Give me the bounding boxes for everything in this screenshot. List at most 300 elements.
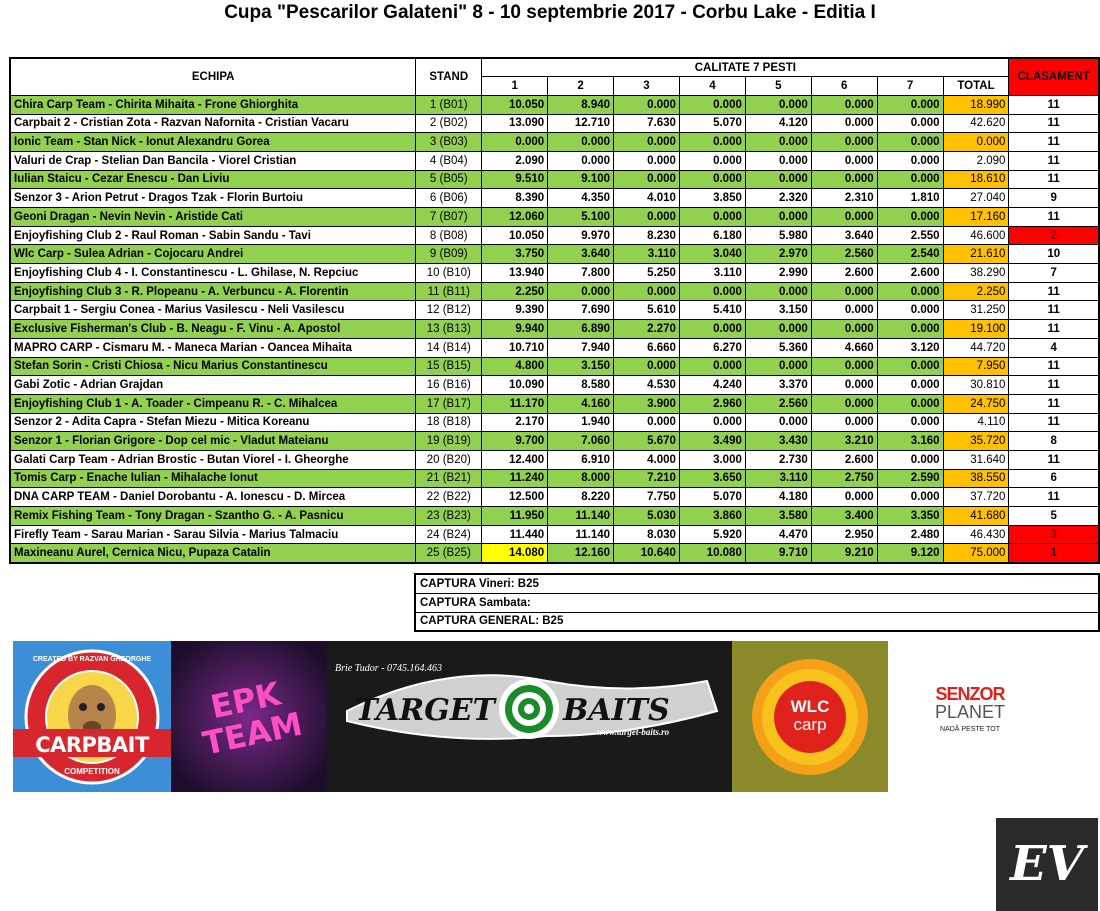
fish-weight-cell: 0.000 bbox=[877, 170, 943, 189]
rank-cell: 11 bbox=[1009, 357, 1099, 376]
stand-cell: 17 (B17) bbox=[416, 394, 482, 413]
team-cell: DNA CARP TEAM - Daniel Dorobantu - A. Ionescu - D. Mircea bbox=[10, 488, 416, 507]
fish-weight-cell: 2.560 bbox=[745, 394, 811, 413]
fish-weight-cell: 1.940 bbox=[548, 413, 614, 432]
stand-cell: 20 (B20) bbox=[416, 450, 482, 469]
fish-weight-cell: 7.750 bbox=[614, 488, 680, 507]
total-cell: 37.720 bbox=[943, 488, 1009, 507]
fish-weight-cell: 0.000 bbox=[811, 208, 877, 227]
fish-weight-cell: 13.090 bbox=[482, 114, 548, 133]
fish-weight-cell: 0.000 bbox=[745, 413, 811, 432]
fish-weight-cell: 2.560 bbox=[811, 245, 877, 264]
table-row bbox=[10, 95, 1099, 114]
fish-weight-cell: 5.070 bbox=[679, 488, 745, 507]
epk-team-logo bbox=[171, 641, 327, 792]
fish-weight-cell: 9.210 bbox=[811, 544, 877, 563]
fish-weight-cell: 0.000 bbox=[877, 376, 943, 395]
stand-cell: 10 (B10) bbox=[416, 264, 482, 283]
fish-weight-cell: 0.000 bbox=[811, 320, 877, 339]
fish-weight-cell: 0.000 bbox=[877, 320, 943, 339]
captura-vineri: CAPTURA Vineri: B25 bbox=[415, 574, 1099, 593]
fish-weight-cell: 7.210 bbox=[614, 469, 680, 488]
table-row bbox=[10, 469, 1099, 488]
fish-weight-cell: 0.000 bbox=[811, 114, 877, 133]
fish-weight-cell: 4.470 bbox=[745, 525, 811, 544]
total-cell: 2.250 bbox=[943, 282, 1009, 301]
team-cell: Remix Fishing Team - Tony Dragan - Szantho G. - A. Pasnicu bbox=[10, 507, 416, 526]
stand-cell: 7 (B07) bbox=[416, 208, 482, 227]
rank-cell: 10 bbox=[1009, 245, 1099, 264]
fish-weight-cell: 3.860 bbox=[679, 507, 745, 526]
fish-weight-cell: 8.390 bbox=[482, 189, 548, 208]
wlc-bottom-text: carp bbox=[793, 715, 827, 734]
fish-weight-cell: 9.510 bbox=[482, 170, 548, 189]
rank-cell: 1 bbox=[1009, 544, 1099, 563]
fish-weight-cell: 2.590 bbox=[877, 469, 943, 488]
fish-weight-cell: 11.140 bbox=[548, 507, 614, 526]
fish-weight-cell: 2.090 bbox=[482, 151, 548, 170]
fish-weight-cell: 4.010 bbox=[614, 189, 680, 208]
fish-weight-cell: 3.640 bbox=[548, 245, 614, 264]
table-row bbox=[10, 394, 1099, 413]
fish-weight-cell: 12.400 bbox=[482, 450, 548, 469]
fish-weight-cell: 2.970 bbox=[745, 245, 811, 264]
fish-weight-cell: 0.000 bbox=[745, 320, 811, 339]
table-row bbox=[10, 525, 1099, 544]
fish-weight-cell: 0.000 bbox=[877, 488, 943, 507]
total-cell: 17.160 bbox=[943, 208, 1009, 227]
fish-weight-cell: 0.000 bbox=[614, 357, 680, 376]
rank-cell: 5 bbox=[1009, 507, 1099, 526]
fish-weight-cell: 0.000 bbox=[745, 208, 811, 227]
results-table bbox=[9, 57, 1100, 564]
fish-weight-cell: 0.000 bbox=[614, 208, 680, 227]
fish-weight-cell: 0.000 bbox=[745, 170, 811, 189]
fish-weight-cell: 2.730 bbox=[745, 450, 811, 469]
fish-weight-cell: 11.170 bbox=[482, 394, 548, 413]
fish-weight-cell: 0.000 bbox=[877, 282, 943, 301]
team-cell: Iulian Staicu - Cezar Enescu - Dan Liviu bbox=[10, 170, 416, 189]
fish-weight-cell: 0.000 bbox=[679, 170, 745, 189]
fish-weight-cell: 5.410 bbox=[679, 301, 745, 320]
fish-weight-cell: 7.800 bbox=[548, 264, 614, 283]
fish-weight-cell: 0.000 bbox=[614, 170, 680, 189]
fish-weight-cell: 0.000 bbox=[745, 282, 811, 301]
page-title: Cupa "Pescarilor Galateni" 8 - 10 septembrie 2017 - Corbu Lake - Editia I bbox=[224, 2, 876, 23]
total-cell: 4.110 bbox=[943, 413, 1009, 432]
fish-weight-cell: 0.000 bbox=[679, 133, 745, 152]
captura-sambata: CAPTURA Sambata: bbox=[415, 593, 1099, 612]
team-cell: Galati Carp Team - Adrian Brostic - Butan Viorel - I. Gheorghe bbox=[10, 450, 416, 469]
stand-cell: 1 (B01) bbox=[416, 95, 482, 114]
rank-cell: 11 bbox=[1009, 488, 1099, 507]
fish-weight-cell: 5.670 bbox=[614, 432, 680, 451]
fish-weight-cell: 3.110 bbox=[614, 245, 680, 264]
fish-weight-cell: 6.180 bbox=[679, 226, 745, 245]
table-row bbox=[10, 488, 1099, 507]
target-name-left: TARGET bbox=[355, 693, 495, 728]
fish-weight-cell: 5.360 bbox=[745, 338, 811, 357]
team-cell: Senzor 2 - Adita Capra - Stefan Miezu - Mitica Koreanu bbox=[10, 413, 416, 432]
team-cell: Exclusive Fisherman's Club - B. Neagu - F. Vinu - A. Apostol bbox=[10, 320, 416, 339]
target-name-right: BAITS bbox=[563, 693, 670, 728]
table-row bbox=[10, 507, 1099, 526]
stand-cell: 18 (B18) bbox=[416, 413, 482, 432]
fish-weight-cell: 1.810 bbox=[877, 189, 943, 208]
fish-weight-cell: 3.040 bbox=[679, 245, 745, 264]
fish-weight-cell: 4.180 bbox=[745, 488, 811, 507]
fish-weight-cell: 10.640 bbox=[614, 544, 680, 563]
table-row bbox=[10, 133, 1099, 152]
fish-weight-cell: 2.950 bbox=[811, 525, 877, 544]
fish-weight-cell: 0.000 bbox=[877, 151, 943, 170]
fish-weight-cell: 0.000 bbox=[614, 413, 680, 432]
fish-weight-cell: 2.990 bbox=[745, 264, 811, 283]
stand-cell: 22 (B22) bbox=[416, 488, 482, 507]
fish-weight-cell: 0.000 bbox=[679, 208, 745, 227]
rank-cell: 11 bbox=[1009, 133, 1099, 152]
total-cell: 35.720 bbox=[943, 432, 1009, 451]
team-cell: Firefly Team - Sarau Marian - Sarau Silvia - Marius Talmaciu bbox=[10, 525, 416, 544]
fish-weight-cell: 0.000 bbox=[811, 133, 877, 152]
team-cell: Maxineanu Aurel, Cernica Nicu, Pupaza Catalin bbox=[10, 544, 416, 563]
fish-weight-cell: 11.950 bbox=[482, 507, 548, 526]
ev-logo bbox=[996, 818, 1098, 911]
team-cell: Tomis Carp - Enache Iulian - Mihalache Ionut bbox=[10, 469, 416, 488]
total-cell: 38.550 bbox=[943, 469, 1009, 488]
fish-weight-cell: 6.660 bbox=[614, 338, 680, 357]
fish-weight-cell: 8.000 bbox=[548, 469, 614, 488]
table-row bbox=[10, 544, 1099, 563]
fish-weight-cell: 3.160 bbox=[877, 432, 943, 451]
fish-weight-cell: 5.610 bbox=[614, 301, 680, 320]
fish-weight-cell: 0.000 bbox=[877, 114, 943, 133]
fish-weight-cell: 2.600 bbox=[877, 264, 943, 283]
fish-weight-cell: 3.150 bbox=[745, 301, 811, 320]
carpbait-logo bbox=[13, 641, 171, 792]
header-col-5: 5 bbox=[745, 77, 811, 96]
table-row bbox=[10, 432, 1099, 451]
fish-weight-cell: 3.650 bbox=[679, 469, 745, 488]
fish-weight-cell: 5.920 bbox=[679, 525, 745, 544]
header-col-2: 2 bbox=[548, 77, 614, 96]
fish-weight-cell: 0.000 bbox=[811, 376, 877, 395]
fish-weight-cell: 9.120 bbox=[877, 544, 943, 563]
table-row bbox=[10, 301, 1099, 320]
fish-weight-cell: 9.700 bbox=[482, 432, 548, 451]
fish-weight-cell: 6.270 bbox=[679, 338, 745, 357]
fish-weight-cell: 8.030 bbox=[614, 525, 680, 544]
fish-weight-cell: 3.490 bbox=[679, 432, 745, 451]
total-cell: 44.720 bbox=[943, 338, 1009, 357]
fish-weight-cell: 8.220 bbox=[548, 488, 614, 507]
fish-weight-cell: 3.850 bbox=[679, 189, 745, 208]
stand-cell: 11 (B11) bbox=[416, 282, 482, 301]
header-echipa: ECHIPA bbox=[10, 58, 416, 95]
fish-weight-cell: 7.940 bbox=[548, 338, 614, 357]
fish-weight-cell: 0.000 bbox=[877, 133, 943, 152]
total-cell: 75.000 bbox=[943, 544, 1009, 563]
stand-cell: 21 (B21) bbox=[416, 469, 482, 488]
total-cell: 0.000 bbox=[943, 133, 1009, 152]
fish-weight-cell: 2.310 bbox=[811, 189, 877, 208]
fish-weight-cell: 5.070 bbox=[679, 114, 745, 133]
rank-cell: 11 bbox=[1009, 282, 1099, 301]
fish-weight-cell: 9.710 bbox=[745, 544, 811, 563]
stand-cell: 15 (B15) bbox=[416, 357, 482, 376]
wlc-carp-logo bbox=[732, 641, 888, 792]
rank-cell: 9 bbox=[1009, 189, 1099, 208]
total-cell: 7.950 bbox=[943, 357, 1009, 376]
stand-cell: 4 (B04) bbox=[416, 151, 482, 170]
fish-weight-cell: 0.000 bbox=[548, 133, 614, 152]
fish-weight-cell: 10.050 bbox=[482, 95, 548, 114]
fish-weight-cell: 0.000 bbox=[811, 151, 877, 170]
fish-weight-cell: 0.000 bbox=[614, 95, 680, 114]
fish-weight-cell: 0.000 bbox=[482, 133, 548, 152]
fish-weight-cell: 5.030 bbox=[614, 507, 680, 526]
fish-weight-cell: 0.000 bbox=[745, 133, 811, 152]
stand-cell: 8 (B08) bbox=[416, 226, 482, 245]
fish-weight-cell: 2.270 bbox=[614, 320, 680, 339]
fish-weight-cell: 3.370 bbox=[745, 376, 811, 395]
header-calitate: CALITATE 7 PESTI bbox=[482, 58, 1009, 77]
rank-cell: 11 bbox=[1009, 208, 1099, 227]
header-col-1: 1 bbox=[482, 77, 548, 96]
fish-weight-cell: 2.480 bbox=[877, 525, 943, 544]
fish-weight-cell: 2.540 bbox=[877, 245, 943, 264]
team-cell: Valuri de Crap - Stelian Dan Bancila - Viorel Cristian bbox=[10, 151, 416, 170]
rank-cell: 8 bbox=[1009, 432, 1099, 451]
fish-weight-cell: 0.000 bbox=[811, 357, 877, 376]
team-cell: Carpbait 2 - Cristian Zota - Razvan Nafornita - Cristian Vacaru bbox=[10, 114, 416, 133]
team-cell: Chira Carp Team - Chirita Mihaita - Frone Ghiorghita bbox=[10, 95, 416, 114]
fish-weight-cell: 4.240 bbox=[679, 376, 745, 395]
fish-weight-cell: 7.690 bbox=[548, 301, 614, 320]
carpbait-ring-top: CREATED BY RAZVAN GHEORGHE bbox=[32, 656, 152, 663]
rank-cell: 7 bbox=[1009, 264, 1099, 283]
fish-weight-cell: 0.000 bbox=[877, 394, 943, 413]
fish-weight-cell: 0.000 bbox=[811, 301, 877, 320]
stand-cell: 23 (B23) bbox=[416, 507, 482, 526]
table-row bbox=[10, 413, 1099, 432]
epk-team-text: EPK TEAM bbox=[199, 674, 306, 763]
captura-table bbox=[414, 573, 1100, 632]
total-cell: 46.600 bbox=[943, 226, 1009, 245]
fish-weight-cell: 2.750 bbox=[811, 469, 877, 488]
table-row bbox=[10, 264, 1099, 283]
total-cell: 30.810 bbox=[943, 376, 1009, 395]
table-row bbox=[10, 320, 1099, 339]
rank-cell: 11 bbox=[1009, 413, 1099, 432]
table-row bbox=[10, 226, 1099, 245]
team-cell: Stefan Sorin - Cristi Chiosa - Nicu Marius Constantinescu bbox=[10, 357, 416, 376]
table-row bbox=[10, 170, 1099, 189]
header-col-7: 7 bbox=[877, 77, 943, 96]
table-row bbox=[10, 189, 1099, 208]
target-baits-logo bbox=[327, 641, 732, 792]
fish-weight-cell: 11.440 bbox=[482, 525, 548, 544]
target-url: www.target-baits.ro bbox=[597, 727, 670, 737]
team-cell: Senzor 3 - Arion Petrut - Dragos Tzak - Florin Burtoiu bbox=[10, 189, 416, 208]
fish-weight-cell: 0.000 bbox=[745, 95, 811, 114]
fish-weight-cell: 0.000 bbox=[811, 394, 877, 413]
ev-text: EV bbox=[1010, 836, 1084, 892]
team-cell: Geoni Dragan - Nevin Nevin - Aristide Cati bbox=[10, 208, 416, 227]
fish-weight-cell: 7.630 bbox=[614, 114, 680, 133]
fish-weight-cell: 2.960 bbox=[679, 394, 745, 413]
fish-weight-cell: 0.000 bbox=[679, 357, 745, 376]
fish-weight-cell: 8.230 bbox=[614, 226, 680, 245]
fish-weight-cell: 10.710 bbox=[482, 338, 548, 357]
fish-weight-cell: 5.100 bbox=[548, 208, 614, 227]
stand-cell: 3 (B03) bbox=[416, 133, 482, 152]
rank-cell: 3 bbox=[1009, 525, 1099, 544]
team-cell: Gabi Zotic - Adrian Grajdan bbox=[10, 376, 416, 395]
fish-weight-cell: 3.750 bbox=[482, 245, 548, 264]
header-col-3: 3 bbox=[614, 77, 680, 96]
fish-weight-cell: 7.060 bbox=[548, 432, 614, 451]
fish-weight-cell: 9.970 bbox=[548, 226, 614, 245]
fish-weight-cell: 0.000 bbox=[877, 413, 943, 432]
fish-weight-cell: 0.000 bbox=[811, 170, 877, 189]
fish-weight-cell: 0.000 bbox=[811, 95, 877, 114]
fish-weight-cell: 10.080 bbox=[679, 544, 745, 563]
fish-weight-cell: 2.600 bbox=[811, 264, 877, 283]
table-row bbox=[10, 208, 1099, 227]
fish-weight-cell: 3.900 bbox=[614, 394, 680, 413]
fish-weight-cell: 0.000 bbox=[614, 282, 680, 301]
fish-weight-cell: 0.000 bbox=[679, 282, 745, 301]
total-cell: 24.750 bbox=[943, 394, 1009, 413]
total-cell: 19.100 bbox=[943, 320, 1009, 339]
fish-weight-cell: 3.640 bbox=[811, 226, 877, 245]
team-cell: Wlc Carp - Sulea Adrian - Cojocaru Andrei bbox=[10, 245, 416, 264]
total-cell: 46.430 bbox=[943, 525, 1009, 544]
fish-weight-cell: 12.710 bbox=[548, 114, 614, 133]
table-row bbox=[10, 151, 1099, 170]
stand-cell: 25 (B25) bbox=[416, 544, 482, 563]
stand-cell: 24 (B24) bbox=[416, 525, 482, 544]
rank-cell: 11 bbox=[1009, 450, 1099, 469]
fish-weight-cell: 4.660 bbox=[811, 338, 877, 357]
fish-weight-cell: 4.530 bbox=[614, 376, 680, 395]
total-cell: 41.680 bbox=[943, 507, 1009, 526]
table-row bbox=[10, 282, 1099, 301]
fish-weight-cell: 8.940 bbox=[548, 95, 614, 114]
rank-cell: 2 bbox=[1009, 226, 1099, 245]
senzor-tagline: NADĂ PESTE TOT bbox=[939, 726, 1001, 733]
fish-weight-cell: 2.600 bbox=[811, 450, 877, 469]
rank-cell: 11 bbox=[1009, 394, 1099, 413]
fish-weight-cell: 5.250 bbox=[614, 264, 680, 283]
table-row bbox=[10, 245, 1099, 264]
team-cell: Enjoyfishing Club 3 - R. Plopeanu - A. Verbuncu - A. Florentin bbox=[10, 282, 416, 301]
fish-weight-cell: 0.000 bbox=[877, 301, 943, 320]
target-contact: Brie Tudor - 0745.164.463 bbox=[335, 663, 442, 674]
fish-weight-cell: 0.000 bbox=[614, 133, 680, 152]
header-col-4: 4 bbox=[679, 77, 745, 96]
fish-weight-cell: 0.000 bbox=[679, 413, 745, 432]
fish-weight-cell: 0.000 bbox=[877, 208, 943, 227]
fish-weight-cell: 4.800 bbox=[482, 357, 548, 376]
fish-weight-cell: 0.000 bbox=[679, 320, 745, 339]
header-clasament: CLASAMENT bbox=[1009, 58, 1099, 95]
fish-weight-cell: 9.100 bbox=[548, 170, 614, 189]
stand-cell: 16 (B16) bbox=[416, 376, 482, 395]
fish-weight-cell: 0.000 bbox=[811, 282, 877, 301]
carpbait-name: CARPBAIT bbox=[35, 733, 149, 757]
team-cell: Ionic Team - Stan Nick - Ionut Alexandru Gorea bbox=[10, 133, 416, 152]
stand-cell: 19 (B19) bbox=[416, 432, 482, 451]
table-row bbox=[10, 114, 1099, 133]
fish-weight-cell: 3.350 bbox=[877, 507, 943, 526]
stand-cell: 6 (B06) bbox=[416, 189, 482, 208]
team-cell: Carpbait 1 - Sergiu Conea - Marius Vasilescu - Neli Vasilescu bbox=[10, 301, 416, 320]
wlc-top-text: WLC bbox=[790, 697, 830, 716]
fish-weight-cell: 4.120 bbox=[745, 114, 811, 133]
fish-weight-cell: 0.000 bbox=[745, 151, 811, 170]
header-stand: STAND bbox=[416, 58, 482, 95]
fish-weight-cell: 10.050 bbox=[482, 226, 548, 245]
fish-weight-cell: 2.170 bbox=[482, 413, 548, 432]
fish-weight-cell: 3.580 bbox=[745, 507, 811, 526]
fish-weight-cell: 0.000 bbox=[679, 151, 745, 170]
total-cell: 42.620 bbox=[943, 114, 1009, 133]
stand-cell: 13 (B13) bbox=[416, 320, 482, 339]
fish-weight-cell: 6.890 bbox=[548, 320, 614, 339]
results-body bbox=[10, 95, 1099, 562]
fish-weight-cell: 2.250 bbox=[482, 282, 548, 301]
rank-cell: 11 bbox=[1009, 114, 1099, 133]
fish-weight-cell: 12.060 bbox=[482, 208, 548, 227]
total-cell: 2.090 bbox=[943, 151, 1009, 170]
fish-weight-cell: 0.000 bbox=[877, 95, 943, 114]
fish-weight-cell: 0.000 bbox=[811, 488, 877, 507]
fish-weight-cell: 10.090 bbox=[482, 376, 548, 395]
fish-weight-cell: 3.430 bbox=[745, 432, 811, 451]
fish-weight-cell: 9.390 bbox=[482, 301, 548, 320]
fish-weight-cell: 4.160 bbox=[548, 394, 614, 413]
team-cell: Enjoyfishing Club 4 - I. Constantinescu - L. Ghilase, N. Repciuc bbox=[10, 264, 416, 283]
fish-weight-cell: 0.000 bbox=[745, 357, 811, 376]
rank-cell: 11 bbox=[1009, 376, 1099, 395]
fish-weight-cell: 9.940 bbox=[482, 320, 548, 339]
fish-weight-cell: 11.240 bbox=[482, 469, 548, 488]
total-cell: 38.290 bbox=[943, 264, 1009, 283]
table-row bbox=[10, 338, 1099, 357]
total-cell: 31.250 bbox=[943, 301, 1009, 320]
team-cell: MAPRO CARP - Cismaru M. - Maneca Marian - Oancea Mihaita bbox=[10, 338, 416, 357]
fish-weight-cell: 4.350 bbox=[548, 189, 614, 208]
stand-cell: 12 (B12) bbox=[416, 301, 482, 320]
fish-weight-cell: 3.400 bbox=[811, 507, 877, 526]
fish-weight-cell: 0.000 bbox=[679, 95, 745, 114]
total-cell: 31.640 bbox=[943, 450, 1009, 469]
header-col-6: 6 bbox=[811, 77, 877, 96]
table-row bbox=[10, 450, 1099, 469]
fish-weight-cell: 12.160 bbox=[548, 544, 614, 563]
fish-weight-cell: 3.110 bbox=[679, 264, 745, 283]
rank-cell: 11 bbox=[1009, 301, 1099, 320]
fish-weight-cell: 6.910 bbox=[548, 450, 614, 469]
carpbait-ring-bottom: COMPETITION bbox=[64, 767, 120, 776]
fish-weight-cell: 3.000 bbox=[679, 450, 745, 469]
table-row bbox=[10, 376, 1099, 395]
rank-cell: 6 bbox=[1009, 469, 1099, 488]
fish-weight-cell: 11.140 bbox=[548, 525, 614, 544]
team-cell: Senzor 1 - Florian Grigore - Dop cel mic - Vladut Mateianu bbox=[10, 432, 416, 451]
